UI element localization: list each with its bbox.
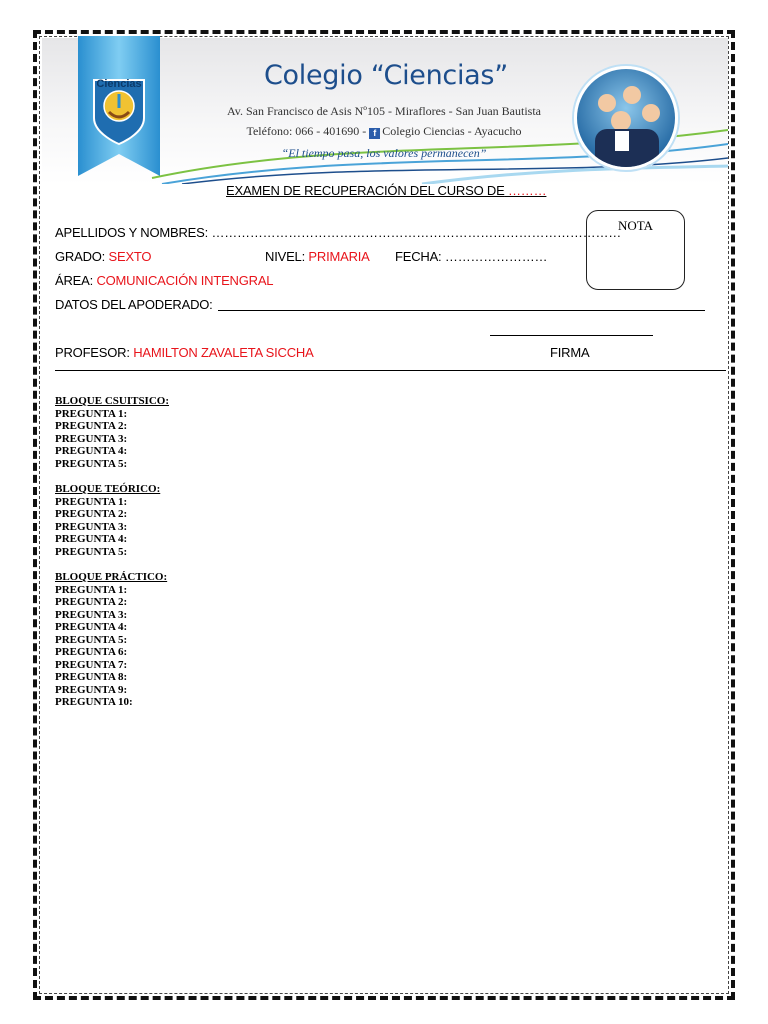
grade-value: SEXTO [108, 249, 152, 264]
contact-row: Teléfono: 066 - 401690 - f Colegio Ciencias - Ayacucho [246, 124, 522, 138]
question-block [55, 571, 169, 709]
question-item: PREGUNTA 5: [55, 633, 128, 646]
signature-line [490, 335, 653, 336]
question-item: PREGUNTA 5: [55, 457, 128, 470]
facebook-page: Colegio Ciencias - Ayacucho [382, 124, 522, 138]
teacher-field [55, 345, 314, 360]
exam-title: EXAMEN DE RECUPERACIÓN DEL CURSO DE ……… [226, 183, 547, 198]
question-item: PREGUNTA 5: [55, 545, 128, 558]
date-field [395, 249, 547, 264]
question-item: PREGUNTA 3: [55, 520, 128, 533]
level-field [265, 249, 370, 264]
question-item: PREGUNTA 9: [55, 683, 128, 696]
guardian-label: DATOS DEL APODERADO: [55, 297, 213, 312]
guardian-line [218, 310, 705, 311]
question-item: PREGUNTA 4: [55, 621, 128, 633]
crest-label: Ciencias [96, 78, 142, 90]
grade-field [55, 249, 151, 264]
students-photo [574, 66, 678, 170]
level-value: PRIMARIA [308, 249, 370, 264]
student-name-label: APELLIDOS Y NOMBRES: [55, 225, 209, 240]
question-item: PREGUNTA 2: [55, 420, 128, 432]
facebook-icon: f [369, 128, 380, 139]
question-item: PREGUNTA 4: [55, 445, 128, 457]
school-crest-logo [78, 36, 160, 176]
question-item: PREGUNTA 4: [55, 533, 128, 545]
area-field [55, 273, 273, 288]
school-address: Av. San Francisco de Asis Nº105 - Miraflores - San Juan Bautista [226, 104, 541, 118]
student-name-field [55, 225, 621, 240]
teacher-label: PROFESOR: [55, 345, 130, 360]
date-blank: …………………… [444, 249, 548, 264]
question-item: PREGUNTA 10: [55, 696, 133, 708]
school-phone: Teléfono: 066 - 401690 [246, 124, 360, 138]
school-motto: “El tiempo pasa, los valores permanecen” [281, 146, 487, 160]
question-block [55, 483, 169, 558]
level-label: NIVEL: [265, 249, 305, 264]
date-label: FECHA: [395, 249, 442, 264]
school-name: Colegio “Ciencias” [264, 60, 508, 91]
question-item: PREGUNTA 3: [55, 608, 128, 621]
grade-box-label: NOTA [617, 218, 654, 233]
section-divider [55, 370, 726, 371]
block-title: BLOQUE CSUITSICO: [55, 395, 170, 407]
block-title: BLOQUE PRÁCTICO: [55, 571, 168, 583]
area-label: ÁREA: [55, 273, 94, 288]
question-item: PREGUNTA 1: [55, 583, 128, 596]
question-item: PREGUNTA 1: [55, 407, 128, 420]
teacher-value: HAMILTON ZAVALETA SICCHA [133, 345, 314, 360]
question-blocks [55, 395, 169, 722]
question-item: PREGUNTA 1: [55, 495, 128, 508]
question-item: PREGUNTA 8: [55, 671, 128, 683]
question-item: PREGUNTA 3: [55, 432, 128, 445]
students-photo-graphic [577, 69, 675, 167]
area-value: COMUNICACIÓN INTENGRAL [96, 273, 274, 288]
signature-label: FIRMA [550, 345, 590, 360]
question-block [55, 395, 169, 470]
grade-label: GRADO: [55, 249, 106, 264]
question-item: PREGUNTA 7: [55, 658, 128, 671]
student-name-blank: …………………………………………………………………………………… [211, 225, 622, 240]
question-item: PREGUNTA 6: [55, 646, 128, 658]
exam-course-blank: ……… [508, 183, 547, 198]
block-title: BLOQUE TEÓRICO: [55, 483, 161, 495]
question-item: PREGUNTA 2: [55, 508, 128, 520]
question-item: PREGUNTA 2: [55, 596, 128, 608]
